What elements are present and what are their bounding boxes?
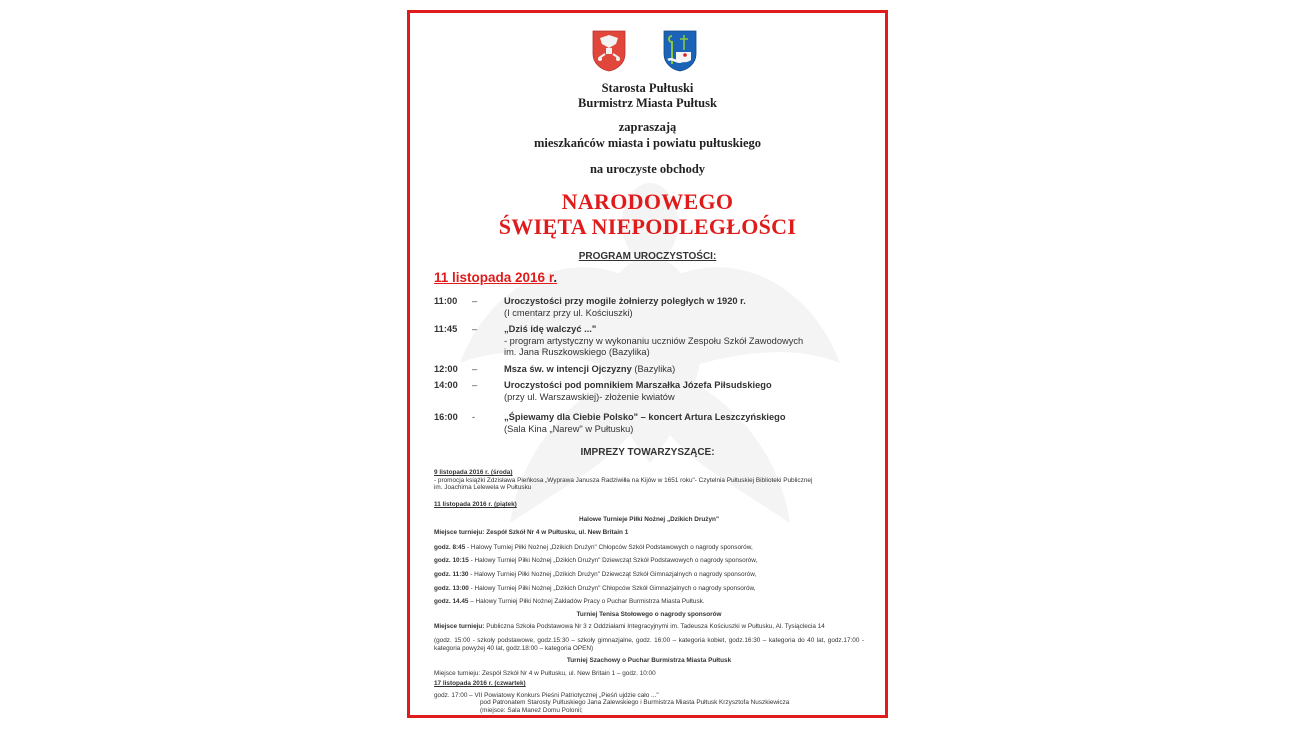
invite-audience: mieszkańców miasta i powiatu pułtuskiego	[533, 136, 762, 150]
event-line: godz. 17:00 – VII Powiatowy Konkurs Pieśni Patriotycznej „Pieśń ujdzie cało ..."	[434, 691, 659, 699]
program-detail: (I cmentarz przy ul. Kościuszki)	[504, 307, 633, 318]
football-item	[434, 585, 864, 593]
program-title-suffix: (Bazylika)	[631, 363, 676, 374]
program-item	[434, 324, 854, 359]
invite-verb: zapraszają	[618, 120, 677, 134]
program-date	[434, 270, 557, 285]
program-detail: im. Jana Ruszkowskiego (Bazylika)	[504, 347, 650, 357]
tennis-schedule: (godz. 15:00 - szkoły podstawowe, godz.15:30 – szkoły gimnazjalne, godz. 16:00 – kategoria kobiet, godz.16:30 – kategoria do 40 lat, godz.17:00 - kategoria powyżej 40 lat, godz.18:00 – kategoria OPEN)	[434, 636, 864, 652]
chess-place: Miejsce turnieju: Zespół Szkół Nr 4 w Pułtusku, ul. New Britain 1 – godz. 10:00	[434, 669, 656, 677]
powiat-coat-of-arms-icon	[592, 30, 626, 72]
football-item	[434, 557, 864, 565]
tennis-heading: Turniej Tenisa Stołowego o nagrody sponsorów	[576, 610, 722, 618]
program-item	[434, 380, 854, 403]
football-time: godz. 8:45	[434, 543, 466, 551]
events-heading: IMPREZY TOWARZYSZĄCE:	[580, 447, 715, 458]
event-date: 17 listopada 2016 r. (czwartek)	[434, 680, 526, 687]
football-text: - Halowy Turniej Piłki Nożnej „Dzikich Drużyn" Dziewcząt Szkół Podstawowych o nagrody sponsorów,	[468, 557, 758, 565]
program-title: „Śpiewamy dla Ciebie Polsko" – koncert Artura Leszczyńskiego	[504, 412, 786, 422]
program-detail: (Sala Kina „Narew" w Pułtusku)	[504, 423, 634, 434]
chess-heading: Turniej Szachowy o Puchar Burmistrza Miasta Pułtusk	[566, 657, 732, 665]
tennis-place-text: Publiczna Szkoła Podstawowa Nr 3 z Oddziałami Integracyjnymi im. Tadeusza Kościuszki w Pułtusku, Al. Tysiąclecia 14	[484, 623, 825, 631]
program-time: 11:00	[434, 296, 458, 306]
program-dash: –	[472, 363, 478, 374]
program-time: 12:00	[434, 363, 458, 374]
football-item	[434, 571, 864, 579]
event-line: pod Patronatem Starosty Pułtuskiego Jana Zalewskiego i Burmistrza Miasta Pułtusk Krzysztofa Nuszkiewicza	[480, 699, 790, 707]
program-item	[434, 412, 854, 435]
program-list	[434, 296, 854, 440]
invitation-poster	[407, 10, 888, 718]
program-dash: –	[472, 296, 478, 306]
tennis-place	[434, 623, 864, 631]
program-title: Msza św. w intencji Ojczyzny	[504, 363, 632, 374]
invitation-text	[410, 119, 885, 151]
program-title: „Dziś idę walczyć ..."	[504, 324, 597, 334]
football-text: – Halowy Turniej Piłki Nożnej Zakładów Pracy o Puchar Burmistrza Miasta Pułtusk.	[468, 598, 705, 606]
event-date: 11 listopada 2016 r. (piątek)	[434, 501, 517, 508]
event-day-9-nov	[434, 469, 864, 492]
football-text: - Halowy Turniej Piłki Nożnej „Dzikich Drużyn" Chłopców Szkół Podstawowych o nagrody sponsorów,	[465, 543, 753, 551]
pultusk-coat-of-arms-icon	[663, 30, 697, 72]
program-item	[434, 364, 854, 376]
football-item	[434, 544, 864, 552]
title-line-1: NARODOWEGO	[561, 189, 734, 214]
program-title: Uroczystości pod pomnikiem Marszałka Józefa Piłsudskiego	[504, 380, 772, 390]
program-title: Uroczystości przy mogile żołnierzy poległych w 1920 r.	[504, 296, 746, 306]
football-time: godz. 13:00	[434, 584, 469, 592]
football-place: Miejsce turnieju: Zespół Szkół Nr 4 w Pułtusku, ul. New Britain 1	[434, 529, 629, 537]
program-date-suffix: .	[553, 270, 558, 285]
program-detail: - program artystyczny w wykonaniu uczniów Zespołu Szkół Zawodowych	[504, 335, 804, 346]
title-line-2: ŚWIĘTA NIEPODLEGŁOŚCI	[498, 214, 797, 239]
organizer-starosta: Starosta Pułtuski	[601, 81, 694, 95]
organizer-burmistrz: Burmistrz Miasta Pułtusk	[578, 96, 717, 110]
event-day-17-nov	[434, 680, 864, 714]
event-date: 9 listopada 2016 r. (środa)	[434, 469, 513, 476]
organizers	[410, 81, 885, 111]
football-text: - Halowy Turniej Piłki Nożnej „Dzikich Drużyn" Dziewcząt Szkół Gimnazjalnych o nagrody sponsorów,	[468, 570, 757, 578]
football-time: godz. 10:15	[434, 557, 469, 565]
program-time: 14:00	[434, 380, 458, 390]
program-dash: –	[472, 324, 478, 334]
program-date-text: 11 listopada 2016 r	[434, 270, 554, 285]
program-heading: PROGRAM UROCZYSTOŚCI:	[578, 251, 717, 262]
invite-occasion: na uroczyste obchody	[589, 162, 706, 176]
event-line: - promocja książki Zdzisława Pieńkosa „Wyprawa Janusza Radziwiłła na Kijów w 1651 roku"- Czytelnia Pułtuskiej Biblioteki Publicznej	[434, 476, 813, 484]
program-detail: (przy ul. Warszawskiej)- złożenie kwiatów	[504, 391, 675, 402]
event-line: im. Joachima Lelewela w Pułtusku	[434, 484, 532, 492]
tennis-place-label: Miejsce turnieju:	[434, 623, 485, 631]
program-dash: -	[472, 412, 476, 422]
football-item	[434, 598, 864, 606]
event-line: (miejsce: Sala Maneż Domu Polonii;	[480, 706, 583, 714]
crests-row	[410, 30, 885, 74]
football-heading: Halowe Turnieje Piłki Nożnej „Dzikich Drużyn"	[579, 515, 719, 523]
program-dash: –	[472, 380, 478, 390]
poster-title	[410, 189, 885, 239]
program-time: 16:00	[434, 412, 458, 422]
program-time: 11:45	[434, 324, 458, 334]
football-text: - Halowy Turniej Piłki Nożnej „Dzikich Drużyn" Chłopców Szkół Gimnazjalnych o nagrody sponsorów,	[468, 584, 756, 592]
football-time: godz. 14.45	[434, 598, 469, 606]
event-day-11-nov	[434, 501, 864, 682]
football-time: godz. 11:30	[434, 570, 469, 578]
program-item	[434, 296, 854, 319]
